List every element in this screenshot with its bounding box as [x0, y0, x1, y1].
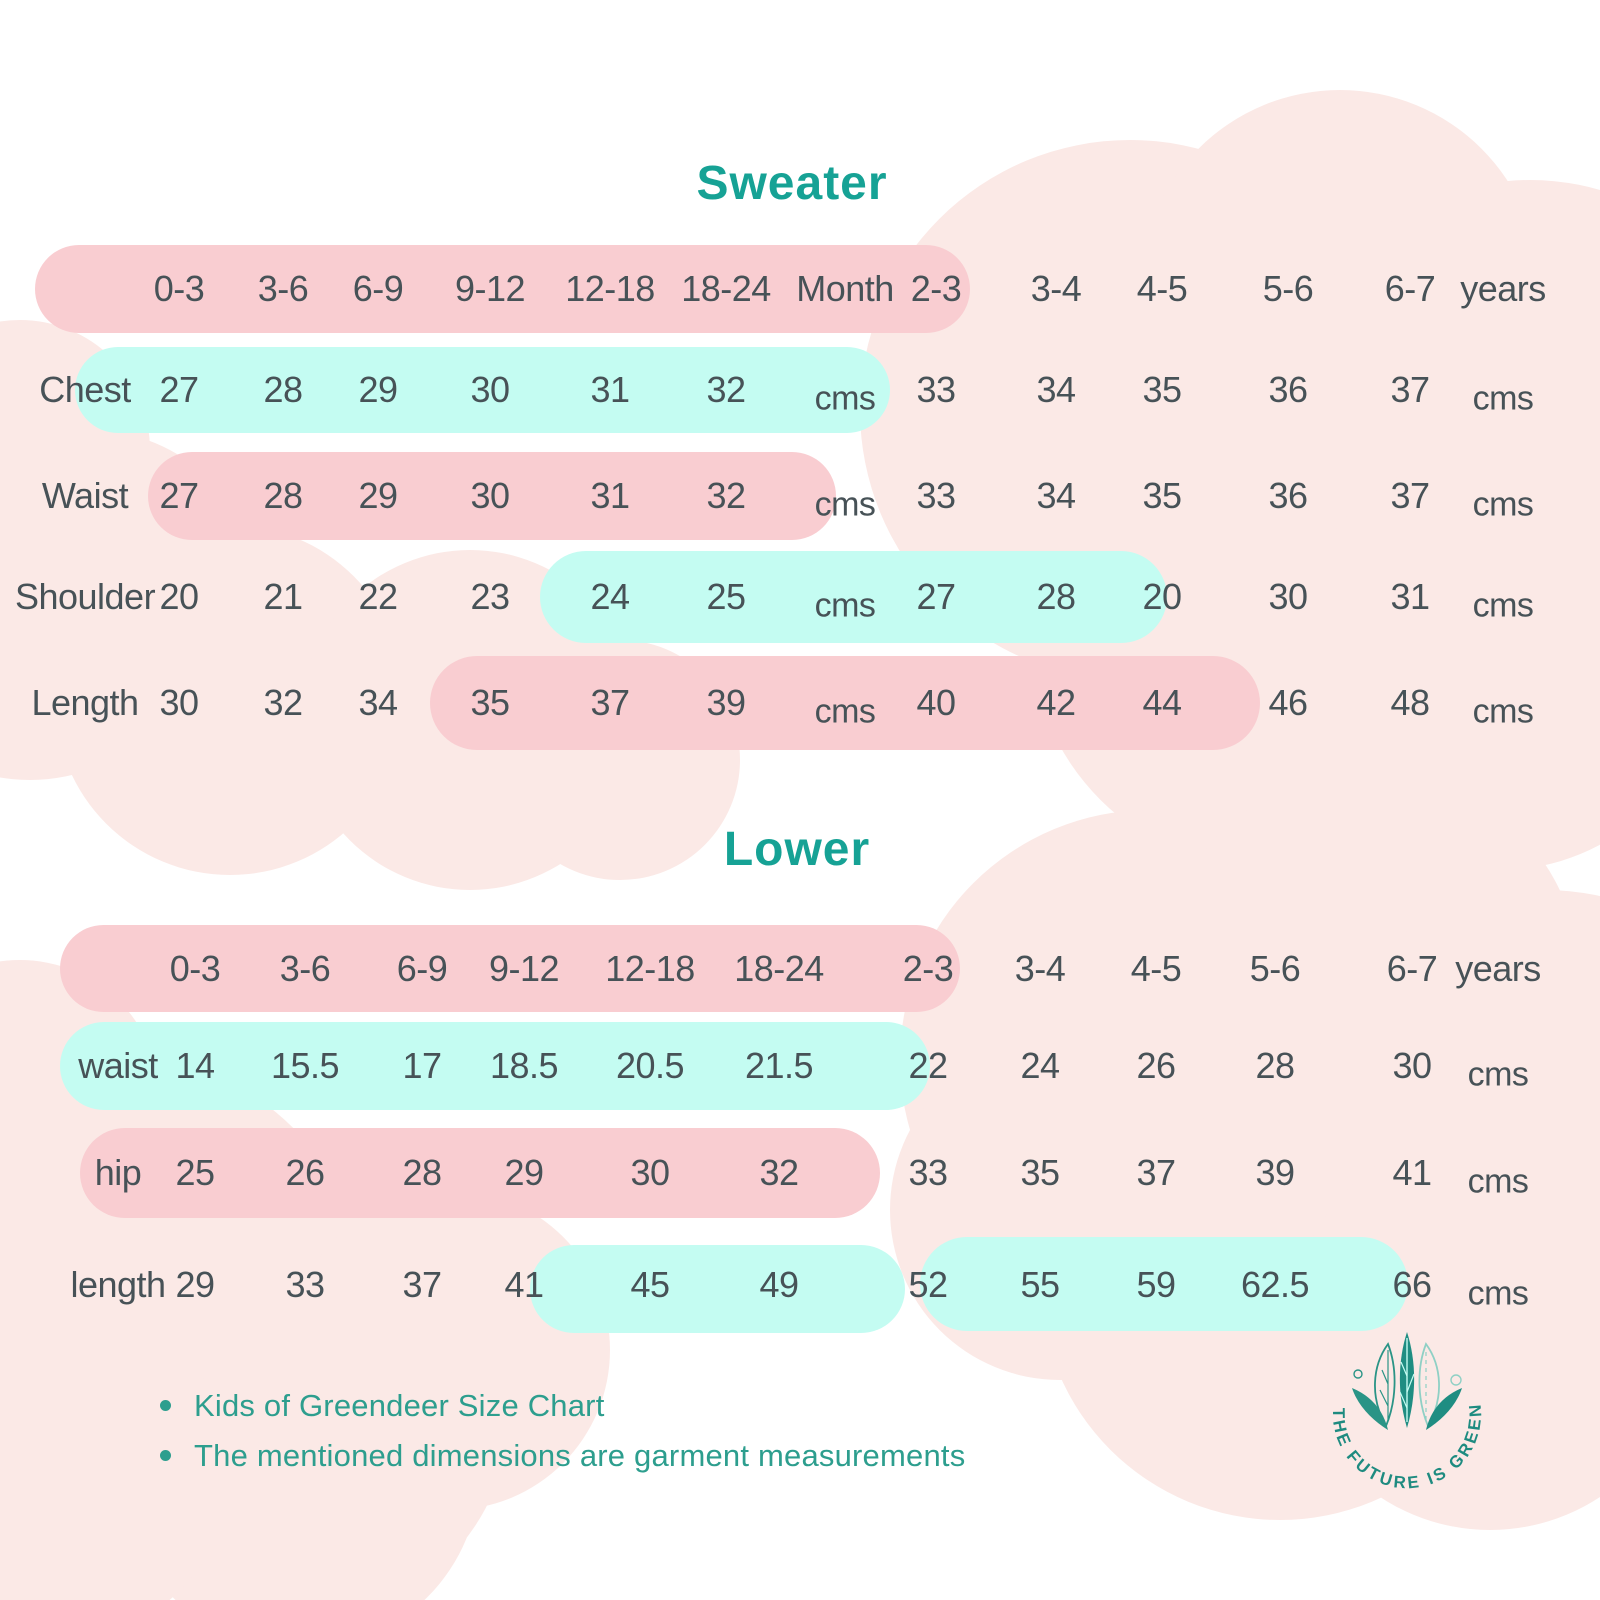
logo-arc-text: THE FUTURE IS GREEN	[1328, 1401, 1486, 1493]
footnotes	[160, 1388, 965, 1488]
value-cell: 36	[1268, 475, 1308, 516]
size-col: 12-18	[565, 268, 655, 309]
unit-cell: cms	[1472, 692, 1534, 731]
size-col: 12-18	[605, 947, 695, 989]
unit-col: Month	[796, 268, 894, 309]
size-col: 2-3	[910, 268, 962, 309]
value-cell: 35	[470, 682, 510, 723]
value-cell: 35	[1142, 369, 1182, 410]
value-cell: 33	[908, 1152, 948, 1193]
lower-title: Lower	[723, 823, 871, 876]
value-cell: 28	[263, 369, 303, 410]
value-cell: 32	[706, 369, 746, 410]
value-cell: 29	[175, 1264, 215, 1305]
value-cell: 21.5	[744, 1045, 814, 1086]
value-cell: 39	[1255, 1152, 1295, 1193]
value-cell: 34	[358, 682, 398, 723]
size-col: 6-9	[396, 947, 448, 989]
value-cell: 25	[706, 576, 746, 617]
value-cell: 42	[1036, 682, 1076, 723]
value-cell: 34	[1036, 369, 1076, 410]
value-cell: 55	[1020, 1264, 1060, 1305]
row-pill	[530, 1245, 905, 1333]
unit-cell: cms	[814, 379, 876, 418]
value-cell: 28	[263, 475, 303, 516]
value-cell: 31	[590, 369, 630, 410]
value-cell: 20.5	[615, 1045, 685, 1086]
row-label: Waist	[41, 475, 129, 516]
size-col: 6-7	[1386, 947, 1438, 989]
value-cell: 20	[1142, 576, 1182, 617]
value-cell: 49	[759, 1264, 799, 1305]
value-cell: 30	[159, 682, 199, 723]
value-cell: 15.5	[270, 1045, 340, 1086]
unit-col: years	[1455, 947, 1541, 989]
value-cell: 62.5	[1240, 1264, 1310, 1305]
size-col: 3-4	[1030, 268, 1082, 309]
size-col: 5-6	[1262, 268, 1314, 309]
value-cell: 34	[1036, 475, 1076, 516]
value-cell: 46	[1268, 682, 1308, 723]
unit-cell: cms	[1467, 1274, 1529, 1313]
value-cell: 20	[159, 576, 199, 617]
value-cell: 22	[908, 1045, 948, 1086]
size-col: 2-3	[902, 947, 954, 989]
bullet-icon	[160, 1450, 171, 1461]
unit-cell: cms	[1472, 379, 1534, 418]
brand-logo	[1300, 1322, 1515, 1537]
value-cell: 33	[916, 369, 956, 410]
size-col: 4-5	[1136, 268, 1188, 309]
value-cell: 17	[402, 1045, 442, 1086]
value-cell: 33	[285, 1264, 325, 1305]
row-label: length	[70, 1264, 166, 1305]
value-cell: 30	[1268, 576, 1308, 617]
unit-col: years	[1460, 268, 1546, 309]
value-cell: 32	[263, 682, 303, 723]
size-col: 18-24	[681, 268, 771, 309]
size-col: 6-9	[352, 268, 404, 309]
value-cell: 31	[590, 475, 630, 516]
value-cell: 31	[1390, 576, 1430, 617]
logo-leaves-icon	[1300, 1322, 1515, 1537]
value-cell: 27	[159, 369, 199, 410]
value-cell: 52	[908, 1264, 948, 1305]
size-col: 6-7	[1384, 268, 1436, 309]
value-cell: 29	[358, 369, 398, 410]
value-cell: 33	[916, 475, 956, 516]
value-cell: 18.5	[489, 1045, 559, 1086]
value-cell: 36	[1268, 369, 1308, 410]
value-cell: 44	[1142, 682, 1182, 723]
row-label: Chest	[39, 369, 131, 410]
size-col: 3-4	[1014, 947, 1066, 989]
size-col: 18-24	[734, 947, 824, 989]
value-cell: 37	[1390, 475, 1430, 516]
value-cell: 28	[402, 1152, 442, 1193]
footnote-text: Kids of Greendeer Size Chart	[194, 1388, 605, 1423]
footnote-text: The mentioned dimensions are garment measurements	[194, 1438, 966, 1473]
sweater-title: Sweater	[696, 157, 888, 210]
unit-cell: cms	[814, 586, 876, 625]
value-cell: 66	[1392, 1264, 1432, 1305]
value-cell: 37	[402, 1264, 442, 1305]
unit-cell: cms	[1467, 1055, 1529, 1094]
unit-cell: cms	[1472, 586, 1534, 625]
value-cell: 25	[175, 1152, 215, 1193]
size-col: 3-6	[279, 947, 331, 989]
value-cell: 37	[1390, 369, 1430, 410]
unit-cell: cms	[814, 692, 876, 731]
value-cell: 59	[1136, 1264, 1176, 1305]
size-col: 5-6	[1249, 947, 1301, 989]
unit-cell: cms	[814, 485, 876, 524]
value-cell: 37	[1136, 1152, 1176, 1193]
row-label: Length	[31, 682, 139, 723]
value-cell: 26	[285, 1152, 325, 1193]
value-cell: 30	[470, 369, 510, 410]
value-cell: 35	[1142, 475, 1182, 516]
value-cell: 23	[470, 576, 510, 617]
row-label: hip	[94, 1152, 142, 1193]
value-cell: 41	[504, 1264, 544, 1305]
value-cell: 48	[1390, 682, 1430, 723]
value-cell: 35	[1020, 1152, 1060, 1193]
value-cell: 22	[358, 576, 398, 617]
size-col: 9-12	[488, 947, 560, 989]
value-cell: 39	[706, 682, 746, 723]
value-cell: 37	[590, 682, 630, 723]
value-cell: 40	[916, 682, 956, 723]
value-cell: 32	[759, 1152, 799, 1193]
size-col: 9-12	[454, 268, 526, 309]
value-cell: 26	[1136, 1045, 1176, 1086]
row-label: waist	[78, 1045, 158, 1086]
value-cell: 24	[590, 576, 630, 617]
value-cell: 28	[1036, 576, 1076, 617]
value-cell: 30	[470, 475, 510, 516]
value-cell: 41	[1392, 1152, 1432, 1193]
size-col: 0-3	[153, 268, 205, 309]
unit-cell: cms	[1472, 485, 1534, 524]
value-cell: 45	[630, 1264, 670, 1305]
value-cell: 21	[263, 576, 303, 617]
value-cell: 30	[1392, 1045, 1432, 1086]
value-cell: 24	[1020, 1045, 1060, 1086]
row-label: Shoulder	[14, 576, 156, 617]
value-cell: 29	[358, 475, 398, 516]
value-cell: 28	[1255, 1045, 1295, 1086]
value-cell: 30	[630, 1152, 670, 1193]
value-cell: 32	[706, 475, 746, 516]
size-col: 4-5	[1130, 947, 1182, 989]
size-col: 3-6	[257, 268, 309, 309]
size-col: 0-3	[169, 947, 221, 989]
value-cell: 27	[159, 475, 199, 516]
footnote-item	[160, 1438, 965, 1474]
unit-cell: cms	[1467, 1162, 1529, 1201]
value-cell: 29	[504, 1152, 544, 1193]
bullet-icon	[160, 1400, 171, 1411]
footnote-item	[160, 1388, 965, 1424]
value-cell: 27	[916, 576, 956, 617]
value-cell: 14	[175, 1045, 215, 1086]
